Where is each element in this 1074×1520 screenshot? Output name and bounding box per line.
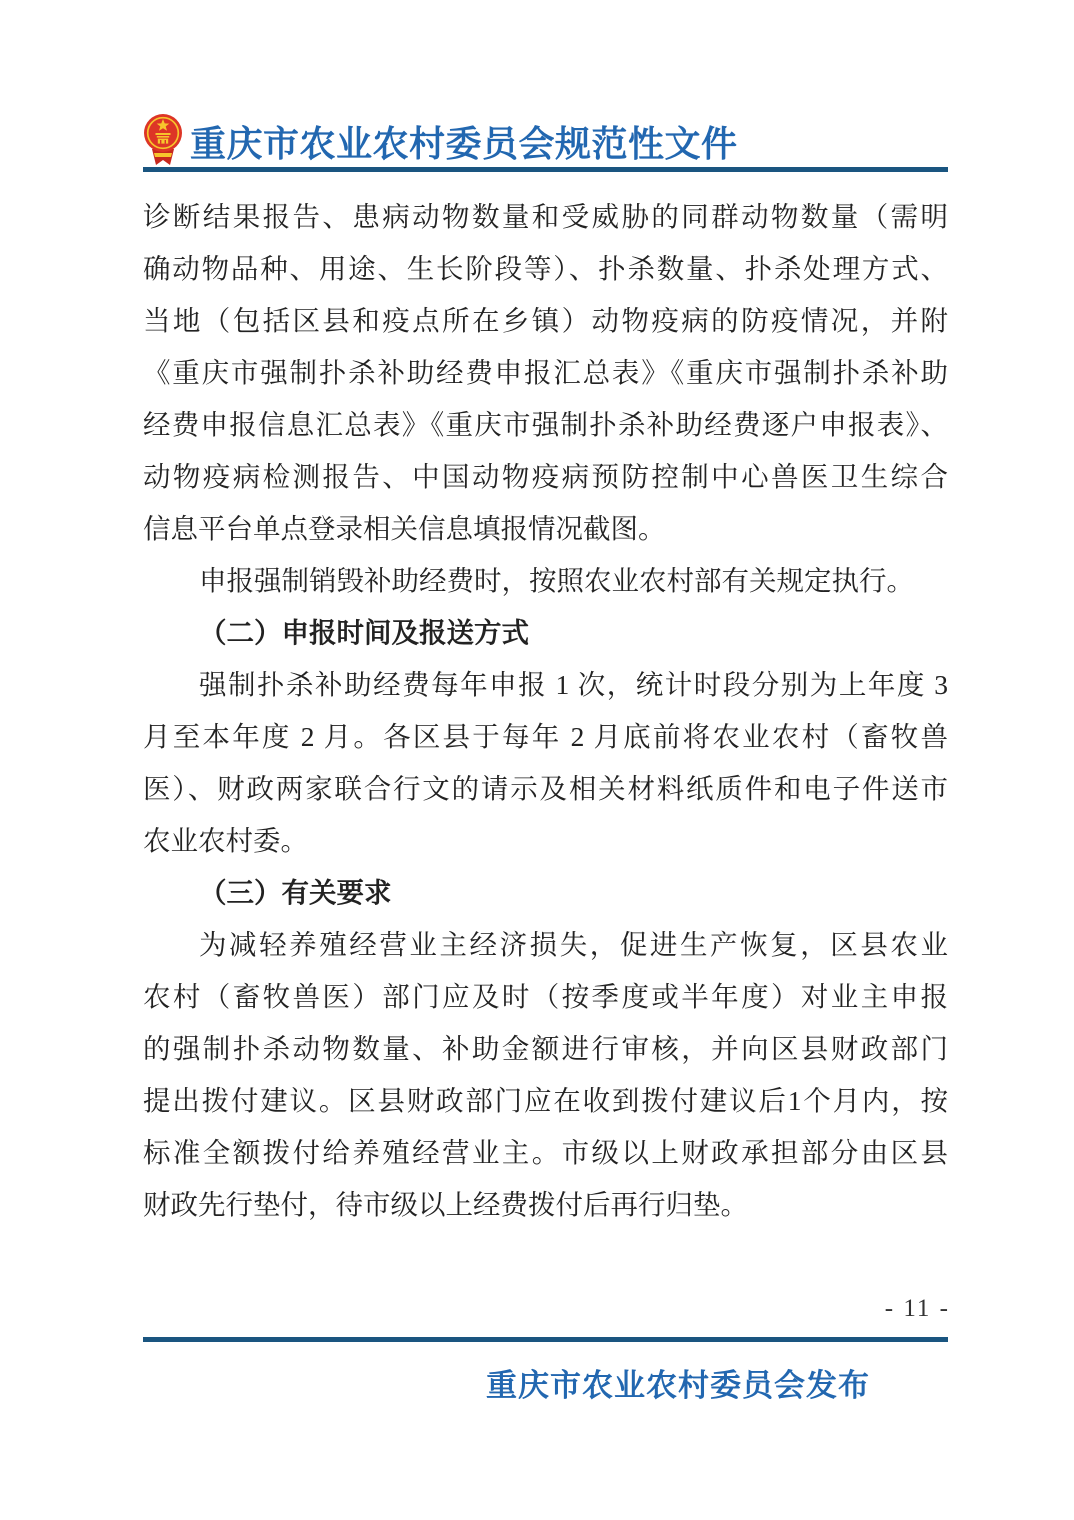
body-text-line: 农村（畜牧兽医）部门应及时（按季度或半年度）对业主申报 <box>143 981 948 1012</box>
body-text-line: 信息平台单点登录相关信息填报情况截图。 <box>143 513 666 544</box>
body-heading-line: （三）有关要求 <box>199 877 392 908</box>
page-number: - 11 - <box>884 1295 950 1322</box>
body-text-line: 标准全额拨付给养殖经营业主。市级以上财政承担部分由区县 <box>143 1137 948 1168</box>
body-text-line: 当地（包括区县和疫点所在乡镇）动物疫病的防疫情况，并附 <box>143 305 948 336</box>
body-text-line: 申报强制销毁补助经费时，按照农业农村部有关规定执行。 <box>199 565 914 596</box>
body-text-line: 财政先行垫付，待市级以上经费拨付后再行归垫。 <box>143 1189 748 1220</box>
body-text-line: 医）、财政两家联合行文的请示及相关材料纸质件和电子件送市 <box>143 773 948 804</box>
page-title: 重庆市农业农村委员会规范性文件 <box>190 123 738 164</box>
body-text-line: 为减轻养殖经营业主经济损失，促进生产恢复，区县农业 <box>199 929 948 960</box>
body-text-line: 提出拨付建议。区县财政部门应在收到拨付建议后1个月内，按 <box>143 1085 948 1116</box>
header-rule <box>143 167 948 172</box>
national-emblem-icon <box>143 113 183 169</box>
body-text-line: 强制扑杀补助经费每年申报 1 次，统计时段分别为上年度 3 <box>199 669 948 700</box>
body-text-line: 月至本年度 2 月。各区县于每年 2 月底前将农业农村（畜牧兽 <box>143 721 948 752</box>
body-heading-line: （二）申报时间及报送方式 <box>199 617 529 648</box>
body-text-line: 农业农村委。 <box>143 825 308 856</box>
publisher-label: 重庆市农业农村委员会发布 <box>486 1368 870 1403</box>
body-text-line: 诊断结果报告、患病动物数量和受威胁的同群动物数量（需明 <box>143 201 948 232</box>
body-text-line: 的强制扑杀动物数量、补助金额进行审核，并向区县财政部门 <box>143 1033 948 1064</box>
body-text-line: 经费申报信息汇总表》《重庆市强制扑杀补助经费逐户申报表》、 <box>143 409 948 440</box>
body-text-line: 动物疫病检测报告、中国动物疫病预防控制中心兽医卫生综合 <box>143 461 948 492</box>
footer-rule <box>143 1337 948 1342</box>
body-text-line: 《重庆市强制扑杀补助经费申报汇总表》《重庆市强制扑杀补助 <box>143 357 948 388</box>
body-text-line: 确动物品种、用途、生长阶段等）、扑杀数量、扑杀处理方式、 <box>143 253 948 284</box>
document-header <box>143 112 738 170</box>
document-body <box>143 191 948 1231</box>
